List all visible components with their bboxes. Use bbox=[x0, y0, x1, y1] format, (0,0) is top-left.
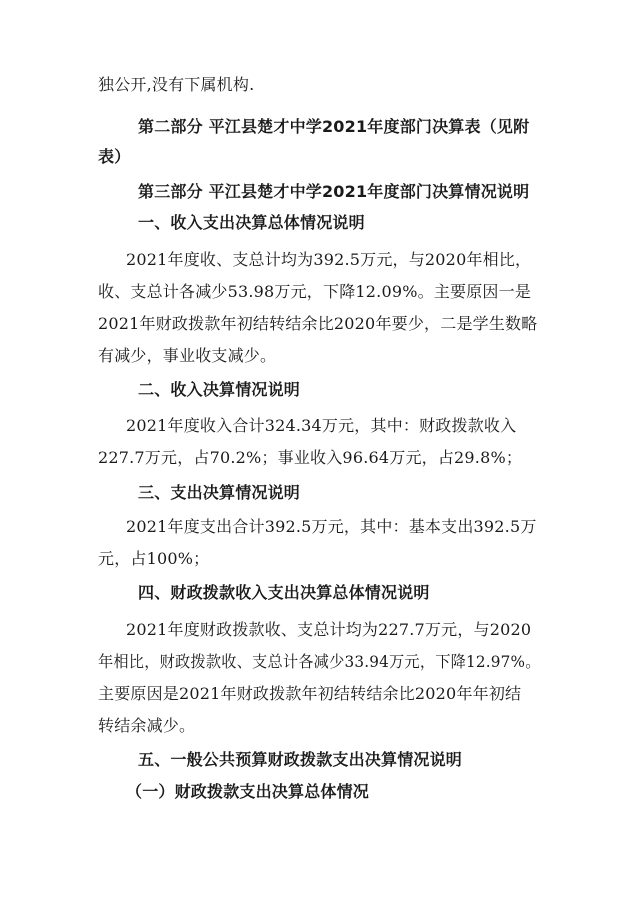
paragraph-line: 227.7万元，占70.2%；事业收入96.64万元，占29.8%； bbox=[98, 448, 523, 467]
paragraph-line: 2021年财政拨款年初结转结余比2020年要少，二是学生数略 bbox=[98, 314, 538, 333]
paragraph-line: 2021年度财政拨款收、支总计均为227.7万元，与2020 bbox=[126, 620, 532, 639]
subheading-1: 一、收入支出决算总体情况说明 bbox=[138, 213, 365, 232]
section-heading-part2: 第二部分 平江县楚才中学2021年度部门决算表（见附 bbox=[138, 117, 530, 136]
paragraph-line: 转结余减少。 bbox=[98, 716, 196, 735]
paragraph-line: 2021年度支出合计392.5万元，其中：基本支出392.5万 bbox=[126, 517, 537, 536]
subheading-5: 五、一般公共预算财政拨款支出决算情况说明 bbox=[138, 750, 463, 769]
paragraph-line: 2021年度收入合计324.34万元，其中：财政拨款收入 bbox=[126, 416, 517, 435]
subheading-3: 三、支出决算情况说明 bbox=[138, 483, 301, 502]
paragraph-line: 有减少，事业收支减少。 bbox=[98, 346, 277, 365]
subheading-2: 二、收入决算情况说明 bbox=[138, 380, 301, 399]
section-heading-part3: 第三部分 平江县楚才中学2021年度部门决算情况说明 bbox=[138, 182, 530, 201]
paragraph-line: 独公开,没有下属机构. bbox=[98, 75, 255, 94]
paragraph-line: 2021年度收、支总计均为392.5万元，与2020年相比， bbox=[126, 250, 532, 269]
paragraph-line: 年相比，财政拨款收、支总计各减少33.94万元，下降12.97%。 bbox=[98, 652, 541, 671]
paragraph-line: 元，占100%； bbox=[98, 549, 210, 568]
subheading-5-1: （一）财政拨款支出决算总体情况 bbox=[126, 782, 370, 801]
paragraph-line: 主要原因是2021年财政拨款年初结转结余比2020年年初结 bbox=[98, 684, 522, 703]
paragraph-line: 收、支总计各减少53.98万元，下降12.09%。主要原因一是 bbox=[98, 282, 532, 301]
subheading-4: 四、财政拨款收入支出决算总体情况说明 bbox=[138, 583, 430, 602]
section-heading-part2-cont: 表） bbox=[98, 147, 131, 166]
